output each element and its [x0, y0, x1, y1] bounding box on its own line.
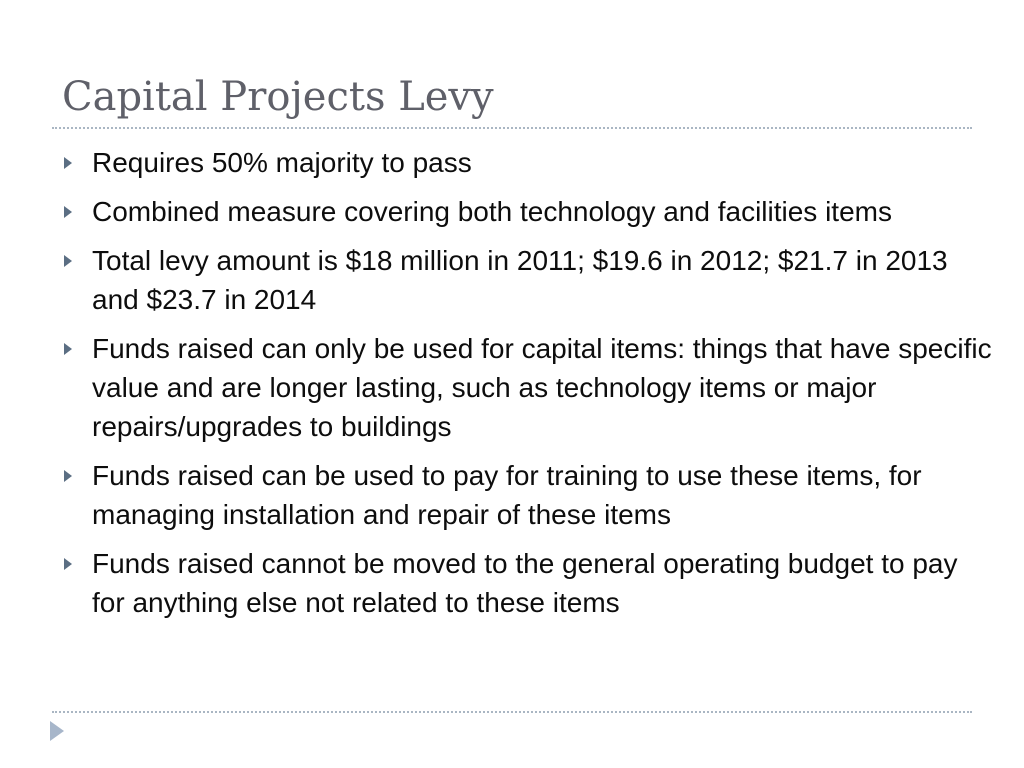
bullet-text: Combined measure covering both technology and facilities items: [92, 196, 892, 227]
bullet-item: [92, 329, 992, 446]
bullet-text: Requires 50% majority to pass: [92, 147, 472, 178]
slide-title: Capital Projects Levy: [62, 74, 494, 120]
triangle-bullet-icon: [64, 157, 72, 169]
title-divider: [52, 127, 972, 129]
bullet-item: [92, 544, 992, 622]
triangle-bullet-icon: [64, 558, 72, 570]
triangle-bullet-icon: [64, 343, 72, 355]
next-slide-arrow-icon[interactable]: [50, 721, 64, 741]
bullet-text: Funds raised can only be used for capital items: things that have specific value and are longer lasting, such as technology items or major repairs/upgrades to buildings: [92, 333, 992, 442]
triangle-bullet-icon: [64, 255, 72, 267]
bullet-item: [92, 456, 992, 534]
bullet-text: Funds raised can be used to pay for training to use these items, for managing installation and repair of these items: [92, 460, 922, 530]
triangle-bullet-icon: [64, 470, 72, 482]
triangle-bullet-icon: [64, 206, 72, 218]
bullet-item: [92, 241, 992, 319]
footer-divider: [52, 711, 972, 713]
bullet-list: [92, 143, 992, 632]
bullet-item: [92, 143, 992, 182]
bullet-text: Funds raised cannot be moved to the general operating budget to pay for anything else not related to these items: [92, 548, 958, 618]
bullet-text: Total levy amount is $18 million in 2011; $19.6 in 2012; $21.7 in 2013 and $23.7 in 2014: [92, 245, 948, 315]
bullet-item: [92, 192, 992, 231]
